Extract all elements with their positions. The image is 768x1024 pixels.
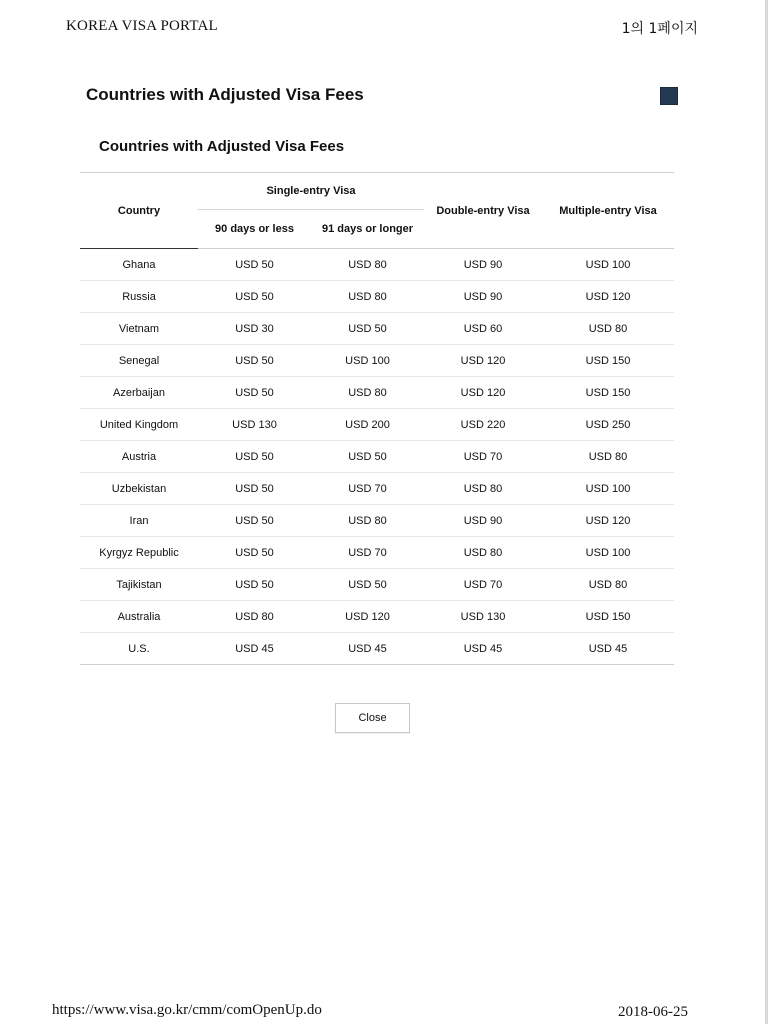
cell-multiple-entry: USD 100 (542, 249, 674, 281)
cell-single-91: USD 100 (311, 345, 424, 377)
cell-double-entry: USD 80 (424, 537, 542, 569)
cell-multiple-entry: USD 45 (542, 633, 674, 665)
cell-single-91: USD 120 (311, 601, 424, 633)
cell-country: Australia (80, 601, 198, 633)
print-header-page-count: 1의 1페이지 (621, 21, 698, 37)
cell-multiple-entry: USD 100 (542, 537, 674, 569)
cell-single-91: USD 80 (311, 505, 424, 537)
cell-country: Tajikistan (80, 569, 198, 601)
table-row (80, 377, 674, 409)
cell-single-90: USD 50 (198, 377, 311, 409)
cell-single-91: USD 50 (311, 569, 424, 601)
cell-multiple-entry: USD 120 (542, 281, 674, 313)
cell-double-entry: USD 80 (424, 473, 542, 505)
close-square-icon[interactable] (660, 87, 678, 105)
table-row (80, 601, 674, 633)
header-single-entry: Single-entry Visa (198, 173, 424, 210)
cell-country: Iran (80, 505, 198, 537)
table-row (80, 505, 674, 537)
cell-double-entry: USD 220 (424, 409, 542, 441)
cell-single-90: USD 50 (198, 473, 311, 505)
cell-single-91: USD 50 (311, 441, 424, 473)
table-body (80, 249, 674, 665)
popup-title: Countries with Adjusted Visa Fees (86, 85, 364, 104)
cell-multiple-entry: USD 120 (542, 505, 674, 537)
table-row (80, 441, 674, 473)
print-header-site-name: KOREA VISA PORTAL (66, 18, 218, 34)
cell-single-90: USD 80 (198, 601, 311, 633)
cell-country: Kyrgyz Republic (80, 537, 198, 569)
cell-single-90: USD 130 (198, 409, 311, 441)
cell-country: Austria (80, 441, 198, 473)
table-row (80, 409, 674, 441)
cell-single-91: USD 50 (311, 313, 424, 345)
cell-multiple-entry: USD 100 (542, 473, 674, 505)
cell-country: Azerbaijan (80, 377, 198, 409)
cell-single-90: USD 50 (198, 569, 311, 601)
cell-multiple-entry: USD 250 (542, 409, 674, 441)
cell-multiple-entry: USD 80 (542, 313, 674, 345)
cell-single-90: USD 30 (198, 313, 311, 345)
cell-single-91: USD 70 (311, 473, 424, 505)
header-single-91-days: 91 days or longer (321, 223, 414, 235)
cell-country: Uzbekistan (80, 473, 198, 505)
table-row (80, 281, 674, 313)
cell-single-90: USD 50 (198, 281, 311, 313)
cell-double-entry: USD 45 (424, 633, 542, 665)
cell-double-entry: USD 70 (424, 441, 542, 473)
cell-single-90: USD 50 (198, 537, 311, 569)
cell-single-91: USD 45 (311, 633, 424, 665)
table-row (80, 313, 674, 345)
cell-single-90: USD 45 (198, 633, 311, 665)
visa-fee-table-container (80, 172, 674, 665)
cell-single-90: USD 50 (198, 505, 311, 537)
print-footer-date: 2018-06-25 (618, 1004, 688, 1020)
header-country: Country (80, 173, 198, 249)
cell-single-91: USD 80 (311, 281, 424, 313)
close-button[interactable]: Close (335, 703, 410, 733)
table-row (80, 473, 674, 505)
cell-country: Russia (80, 281, 198, 313)
cell-double-entry: USD 130 (424, 601, 542, 633)
cell-single-91: USD 200 (311, 409, 424, 441)
cell-country: Ghana (80, 249, 198, 281)
cell-double-entry: USD 120 (424, 377, 542, 409)
header-double-entry: Double-entry Visa (436, 204, 530, 217)
cell-double-entry: USD 120 (424, 345, 542, 377)
cell-multiple-entry: USD 150 (542, 601, 674, 633)
header-single-90-days: 90 days or less (215, 223, 294, 235)
visa-fee-table (80, 172, 674, 665)
header-multiple-entry: Multiple-entry Visa (559, 204, 657, 217)
cell-multiple-entry: USD 80 (542, 569, 674, 601)
table-row (80, 633, 674, 665)
table-row (80, 345, 674, 377)
cell-single-91: USD 80 (311, 377, 424, 409)
cell-single-90: USD 50 (198, 441, 311, 473)
cell-country: Vietnam (80, 313, 198, 345)
cell-double-entry: USD 90 (424, 281, 542, 313)
cell-multiple-entry: USD 150 (542, 377, 674, 409)
cell-single-90: USD 50 (198, 249, 311, 281)
cell-double-entry: USD 60 (424, 313, 542, 345)
table-row (80, 569, 674, 601)
cell-single-90: USD 50 (198, 345, 311, 377)
table-row (80, 537, 674, 569)
cell-single-91: USD 70 (311, 537, 424, 569)
cell-multiple-entry: USD 80 (542, 441, 674, 473)
cell-country: U.S. (80, 633, 198, 665)
cell-single-91: USD 80 (311, 249, 424, 281)
table-header (80, 173, 674, 249)
cell-double-entry: USD 70 (424, 569, 542, 601)
table-row (80, 249, 674, 281)
cell-country: Senegal (80, 345, 198, 377)
cell-country: United Kingdom (80, 409, 198, 441)
cell-double-entry: USD 90 (424, 249, 542, 281)
cell-double-entry: USD 90 (424, 505, 542, 537)
print-footer-url: https://www.visa.go.kr/cmm/comOpenUp.do (52, 1002, 322, 1018)
section-title: Countries with Adjusted Visa Fees (99, 138, 345, 155)
cell-multiple-entry: USD 150 (542, 345, 674, 377)
